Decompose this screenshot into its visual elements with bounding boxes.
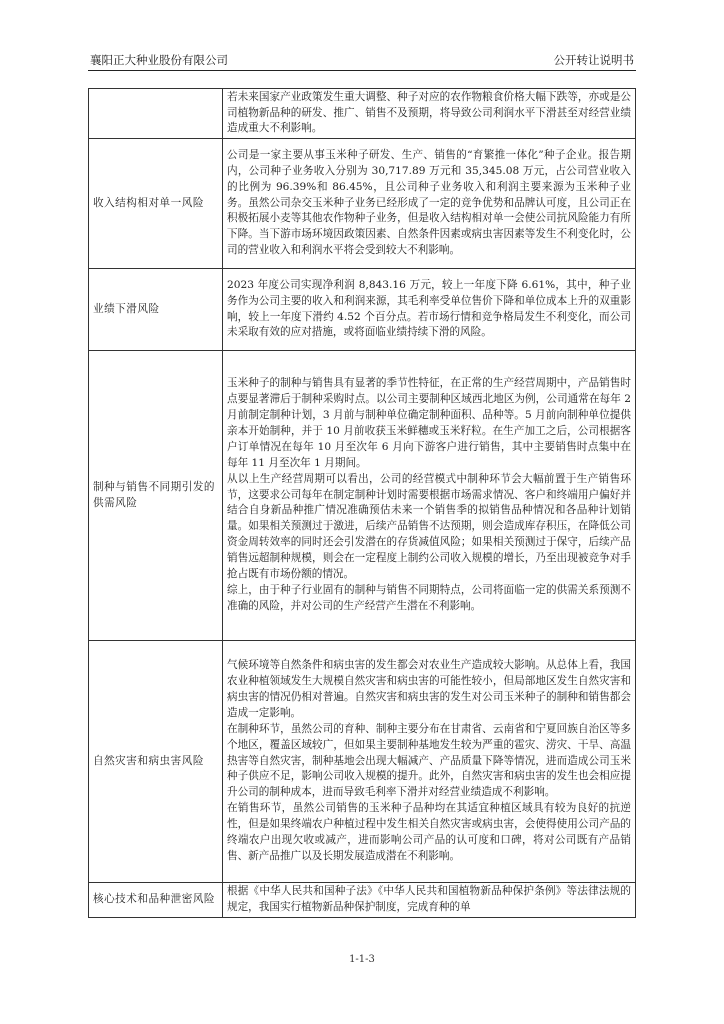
- risk-name-cell: 核心技术和品种泄密风险: [89, 883, 223, 918]
- risk-description-paragraph: 在销售环节，虽然公司销售的玉米种子品种均在其适宜种植区域具有较为良好的抗逆性，但是如果终端农户种植过程中发生相关自然灾害或病虫害，会使得使用公司产品的终端农户出现欠收或减产，进而影响公司产品的认可度和口碑，将对公司既有产品销售、新产品推广以及长期发展造成潜在不利影响。: [227, 802, 631, 862]
- risk-description-cell: [223, 139, 636, 269]
- page-number: 1-1-3: [349, 954, 375, 965]
- risk-description-paragraph: 从以上生产经营周期可以看出，公司的经营模式中制种环节会大幅前置于生产销售环节，这要求公司每年在制定制种计划时需要根据市场需求情况、客户和终端用户偏好并结合自身新品种推广情况准确预估未来一个销售季的拟销售品种情况和各品种计划销量。如果相关预测过于激进，后续产品销售不达预期，则会造成库存积压，在降低公司资金周转效率的同时还会引发潜在的存货减值风险；如果相关预测过于保守，后续产品销售远超制种规模，则会在一定程度上制约公司收入规模的增长，乃至出现被竞争对手抢占既有市场份额的情况。: [227, 472, 631, 581]
- risk-description-paragraph: 气候环境等自然条件和病虫害的发生都会对农业生产造成较大影响。从总体上看，我国农业种植领域发生大规模自然灾害和病虫害的可能性较小，但局部地区发生自然灾害和病虫害的情况仍相对普遍。自然灾害和病虫害的发生对公司玉米种子的制种和销售都会造成一定影响。: [227, 659, 631, 719]
- risk-description-cell: [223, 883, 636, 918]
- table-row: [89, 139, 636, 269]
- risk-description-cell: [223, 641, 636, 883]
- risk-description-cell: [223, 351, 636, 641]
- table-row: [89, 641, 636, 883]
- risk-name-cell: 业绩下滑风险: [89, 269, 223, 351]
- table-row: [89, 351, 636, 641]
- risk-name-cell: [89, 89, 223, 139]
- risk-name-cell: 制种与销售不同期引发的供需风险: [89, 351, 223, 641]
- table-row: [89, 89, 636, 139]
- risk-name-cell: 自然灾害和病虫害风险: [89, 641, 223, 883]
- risk-description-paragraph: 玉米种子的制种与销售具有显著的季节性特征，在正常的生产经营周期中，产品销售时点要显著滞后于制种采购时点。以公司主要制种区域西北地区为例，公司通常在每年 2 月前制定制种计划，3 月前与制种单位确定制种面积、品种等。5 月前向制种单位提供亲本开始制种，并于 10 月前收获玉米鲜穗或玉米籽粒。在生产加工之后，公司根据客户订单情况在每年 10 月至次年 6 月向下游客户进行销售，其中主要销售时点集中在每年 11 月至次年 1 月期间。: [227, 377, 631, 469]
- risk-description-paragraph: 综上，由于种子行业固有的制种与销售不同期特点，公司将面临一定的供需关系预测不准确的风险，并对公司的生产经营产生潜在不利影响。: [227, 583, 631, 612]
- risk-description-paragraph: 根据《中华人民共和国种子法》《中华人民共和国植物新品种保护条例》等法律法规的规定，我国实行植物新品种保护制度，完成育种的单: [227, 885, 631, 913]
- risk-description-paragraph: 在制种环节，虽然公司的育种、制种主要分布在甘肃省、云南省和宁夏回族自治区等多个地区，覆盖区域较广，但如果主要制种基地发生较为严重的雹灾、涝灾、干旱、高温热害等自然灾害，制种基地会出现大幅减产、产品质量下降等情况，进而造成公司玉米种子供应不足，影响公司收入规模的提升。此外，自然灾害和病虫害的发生也会相应提升公司的制种成本，进而导致毛利率下滑并对经营业绩造成不利影响。: [227, 722, 631, 799]
- risk-description-paragraph: 公司是一家主要从事玉米种子研发、生产、销售的“育繁推一体化”种子企业。报告期内，公司种子业务收入分别为 30,717.89 万元和 35,345.08 万元，占公司营业收入的比例为 96.39%和 86.45%，且公司种子业务收入和利润主要来源为玉米种子业务。虽然公司杂交玉米种子业务已经形成了一定的竞争优势和品牌认可度，且公司正在积极拓展小麦等其他农作物种子业务，但是收入结构相对单一会使公司抗风险能力有所下降。当下游市场环境因政策因素、自然条件因素或病虫害因素等发生不利变化时，公司的营业收入和利润水平将会受到较大不利影响。: [227, 148, 631, 257]
- header-company-name: 襄阳正大种业股份有限公司: [90, 53, 228, 67]
- page-header: [88, 52, 636, 71]
- table-row: [89, 269, 636, 351]
- header-document-type: 公开转让说明书: [553, 53, 634, 67]
- table-row: [89, 883, 636, 918]
- risk-factor-table: [88, 88, 636, 918]
- risk-name-cell: 收入结构相对单一风险: [89, 139, 223, 269]
- risk-description-cell: [223, 89, 636, 139]
- risk-description-cell: [223, 269, 636, 351]
- risk-description-paragraph: 2023 年度公司实现净利润 8,843.16 万元，较上一年度下降 6.61%，其中，种子业务作为公司主要的收入和利润来源，其毛利率受单位售价下降和单位成本上升的双重影响，较上一年度下滑约 4.52 个百分点。若市场行情和竞争格局发生不利变化，而公司未采取有效的应对措施，或将面临业绩持续下滑的风险。: [227, 278, 631, 339]
- risk-description-paragraph: 若未来国家产业政策发生重大调整、种子对应的农作物粮食价格大幅下跌等，亦或是公司植物新品种的研发、推广、销售不及预期，将导致公司利润水平下滑甚至对经营业绩造成重大不利影响。: [227, 90, 631, 135]
